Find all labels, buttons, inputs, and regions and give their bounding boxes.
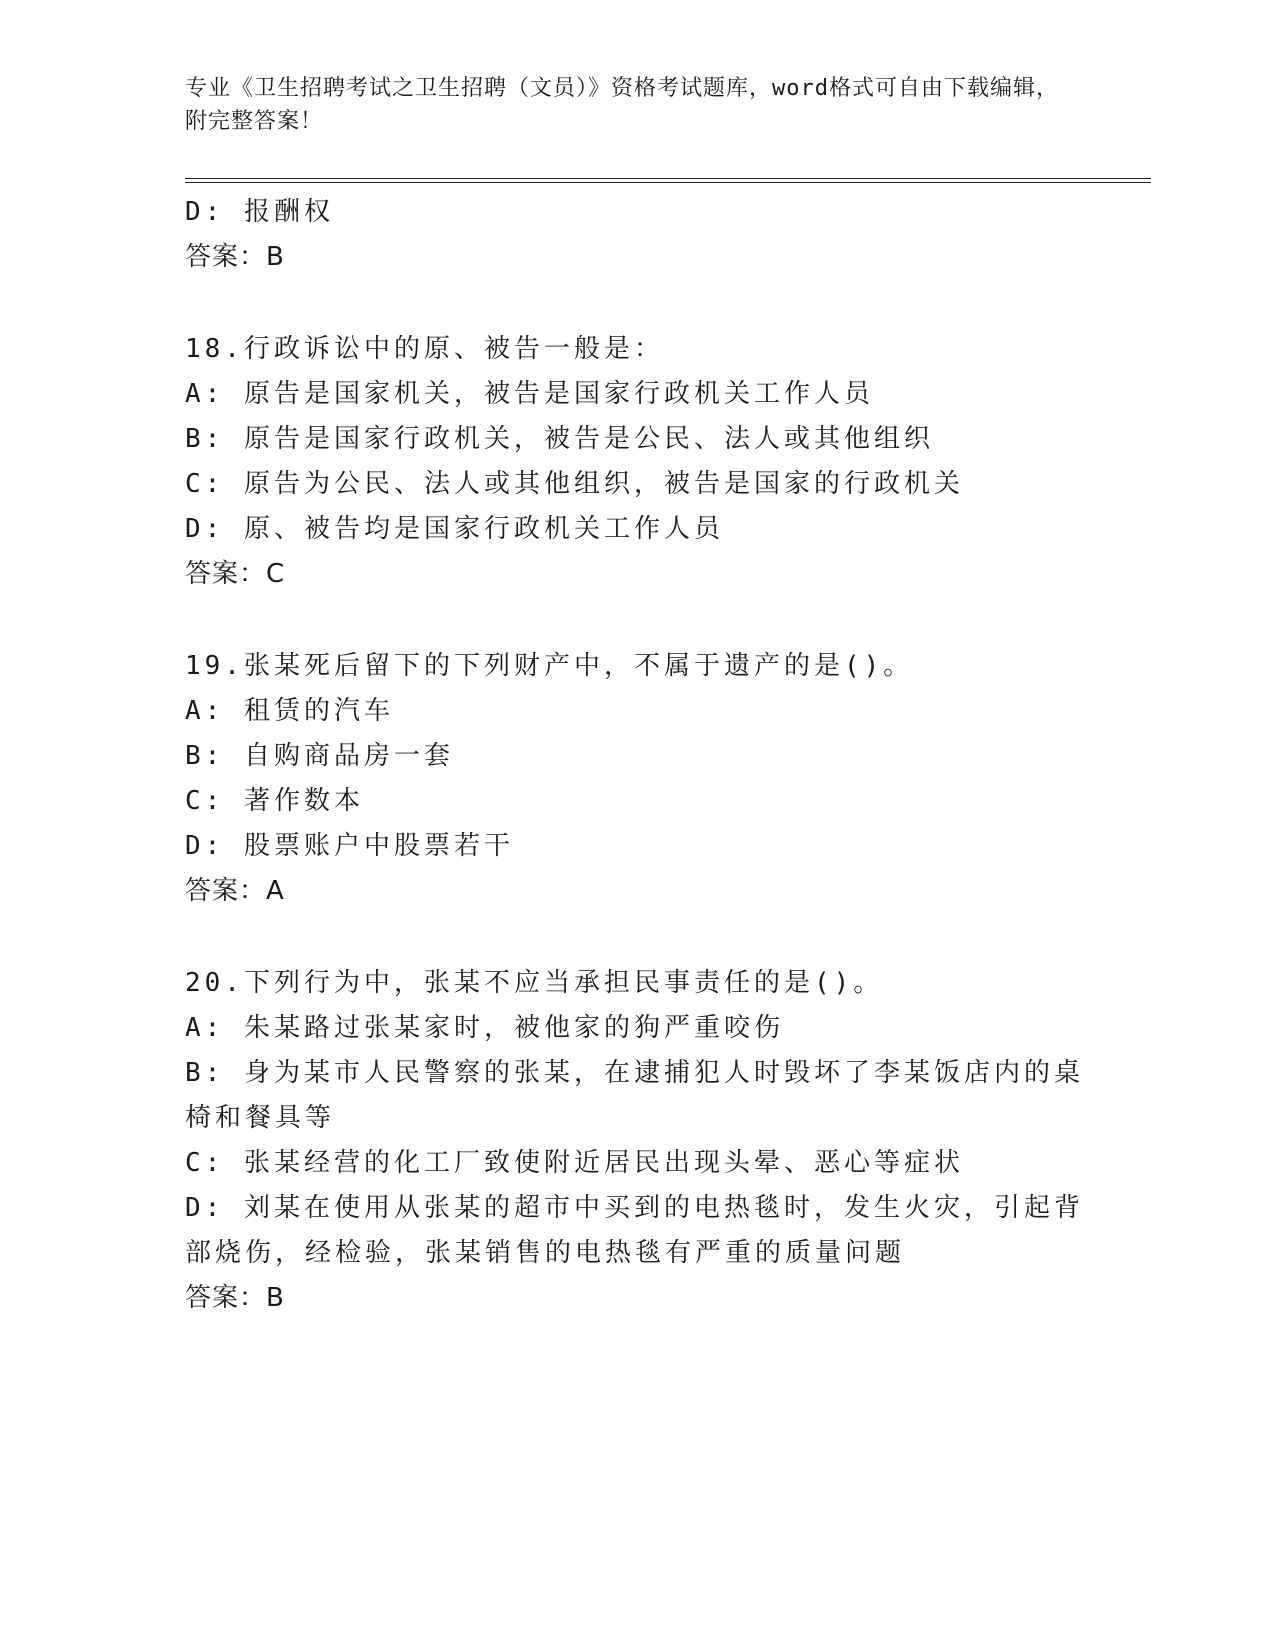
question-20 — [185, 961, 1085, 1321]
prev-question-answer: 答案：B — [185, 242, 285, 272]
question-option-d: D: 股票账户中股票若干 — [185, 831, 514, 861]
spacer — [185, 914, 1085, 961]
question-option-a: A: 朱某路过张某家时，被他家的狗严重咬伤 — [185, 1013, 784, 1043]
question-answer: 答案：A — [185, 876, 285, 906]
question-option-b: B: 身为某市人民警察的张某，在逮捕犯人时毁坏了李某饭店内的桌椅和餐具等 — [185, 1058, 1084, 1133]
prev-question-option-d: D: 报酬权 — [185, 197, 334, 227]
question-option-c: C: 著作数本 — [185, 786, 364, 816]
question-option-b: B: 原告是国家行政机关，被告是公民、法人或其他组织 — [185, 424, 934, 454]
question-option-d: D: 原、被告均是国家行政机关工作人员 — [185, 514, 724, 544]
question-19 — [185, 644, 1085, 914]
question-stem: 18.行政诉讼中的原、被告一般是： — [185, 334, 664, 364]
question-option-d: D: 刘某在使用从张某的超市中买到的电热毯时，发生火灾，引起背部烧伤，经检验，张某销售的电热毯有严重的质量问题 — [185, 1193, 1084, 1268]
question-option-c: C: 张某经营的化工厂致使附近居民出现头晕、恶心等症状 — [185, 1148, 964, 1178]
header-divider-bottom — [185, 182, 1151, 183]
question-option-b: B: 自购商品房一套 — [185, 741, 454, 771]
question-answer: 答案：B — [185, 1283, 285, 1313]
question-stem: 19.张某死后留下的下列财产中，不属于遗产的是()。 — [185, 651, 914, 681]
question-content — [185, 190, 1085, 1321]
question-option-a: A: 租赁的汽车 — [185, 696, 394, 726]
spacer — [185, 280, 1085, 327]
question-answer: 答案：C — [185, 559, 286, 589]
question-option-a: A: 原告是国家机关，被告是国家行政机关工作人员 — [185, 379, 874, 409]
document-header: 专业《卫生招聘考试之卫生招聘（文员）》资格考试题库，word格式可自由下载编辑，附完整答案！ — [185, 76, 1059, 134]
question-18 — [185, 327, 1085, 597]
header-divider-top — [185, 178, 1151, 179]
spacer — [185, 597, 1085, 644]
question-stem: 20.下列行为中，张某不应当承担民事责任的是()。 — [185, 968, 884, 998]
question-option-c: C: 原告为公民、法人或其他组织，被告是国家的行政机关 — [185, 469, 964, 499]
